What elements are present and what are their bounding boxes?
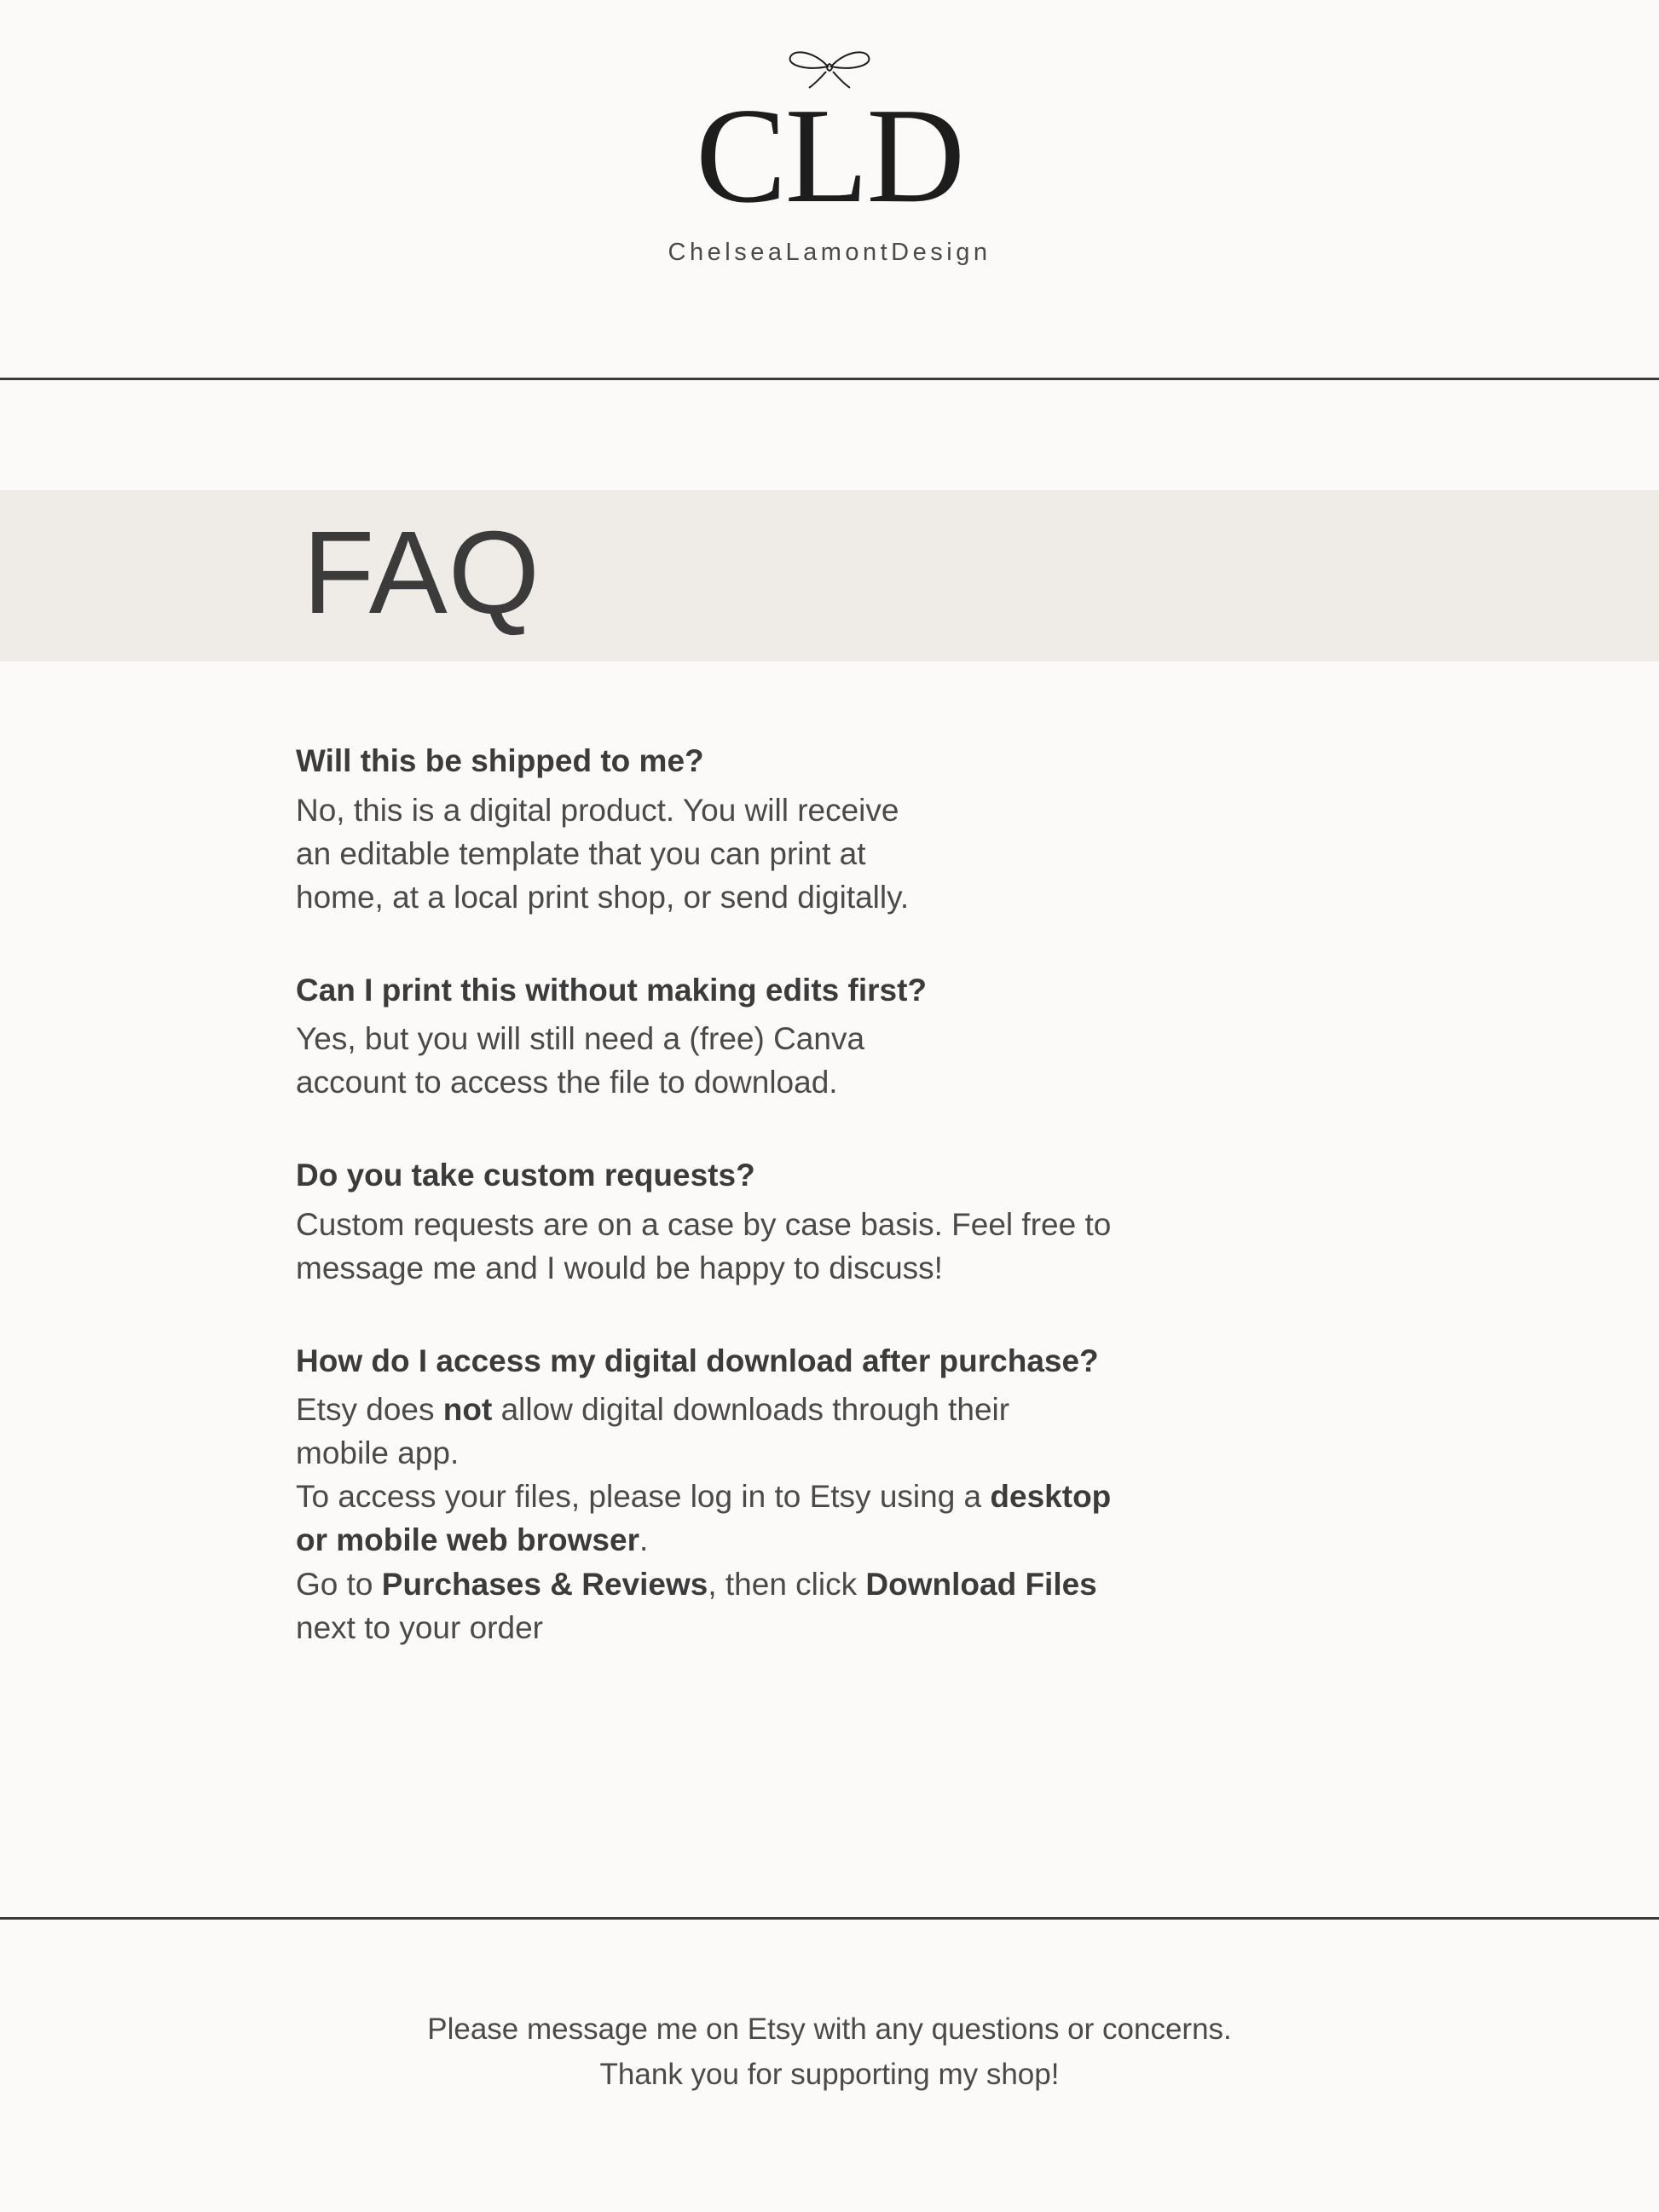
- footer-line-2: Thank you for supporting my shop!: [599, 2057, 1060, 2091]
- brand-name: ChelseaLamontDesign: [668, 239, 991, 266]
- faq-answer-line: account to access the file to download.: [296, 1065, 838, 1100]
- faq-answer-line: an editable template that you can print at: [296, 835, 866, 871]
- faq-answer: [296, 1388, 1506, 1649]
- faq-question: Can I print this without making edits first?: [296, 972, 928, 1008]
- faq-answer-line-rich: [296, 1388, 1506, 1431]
- faq-answer-line: next to your order: [296, 1609, 543, 1645]
- faq-answer: [296, 1203, 1506, 1290]
- text-segment: Go to: [296, 1566, 382, 1602]
- emphasis-browser: or mobile web browser: [296, 1522, 639, 1558]
- emphasis-not: not: [442, 1392, 493, 1428]
- faq-answer-line: No, this is a digital product. You will receive: [296, 792, 899, 828]
- faq-answer-line: home, at a local print shop, or send digitally.: [296, 879, 910, 915]
- header-divider: [0, 378, 1659, 380]
- faq-question: Do you take custom requests?: [296, 1158, 755, 1193]
- faq-question: Will this be shipped to me?: [296, 743, 704, 778]
- faq-answer: [296, 788, 1506, 919]
- text-segment: allow digital downloads through their: [492, 1392, 1010, 1428]
- text-segment: To access your files, please log in to Etsy using a: [296, 1479, 991, 1515]
- faq-item: [296, 1337, 1506, 1649]
- text-segment: , then click: [708, 1566, 866, 1602]
- text-segment: .: [639, 1522, 649, 1558]
- text-segment: Etsy does: [296, 1392, 443, 1428]
- emphasis-purchases: Purchases & Reviews: [381, 1566, 708, 1602]
- faq-item: [296, 967, 1506, 1105]
- faq-answer: [296, 1017, 1506, 1104]
- faq-question: How do I access my digital download after purchase?: [296, 1343, 1099, 1378]
- faq-answer-line-rich: [296, 1518, 1506, 1562]
- faq-answer-line-rich: [296, 1475, 1506, 1518]
- faq-item: [296, 737, 1506, 919]
- faq-title-band: [0, 490, 1659, 661]
- faq-answer-line: Custom requests are on a case by case basis. Feel free to: [296, 1206, 1112, 1242]
- faq-answer-line: mobile app.: [296, 1435, 460, 1471]
- footer: [0, 2007, 1659, 2097]
- page-title: FAQ: [303, 507, 541, 638]
- emphasis-desktop: desktop: [990, 1479, 1112, 1515]
- faq-list: [296, 737, 1506, 1649]
- emphasis-download: Download Files: [865, 1566, 1097, 1602]
- brand-monogram: CLD: [696, 79, 963, 231]
- faq-answer-line: Yes, but you will still need a (free) Canva: [296, 1021, 865, 1057]
- footer-divider: [0, 1917, 1659, 1920]
- faq-item: [296, 1152, 1506, 1290]
- faq-answer-line-rich: [296, 1562, 1506, 1606]
- faq-answer-line: message me and I would be happy to discuss!: [296, 1250, 943, 1285]
- brand-header: [0, 0, 1659, 267]
- footer-line-1: Please message me on Etsy with any questions or concerns.: [427, 2013, 1232, 2046]
